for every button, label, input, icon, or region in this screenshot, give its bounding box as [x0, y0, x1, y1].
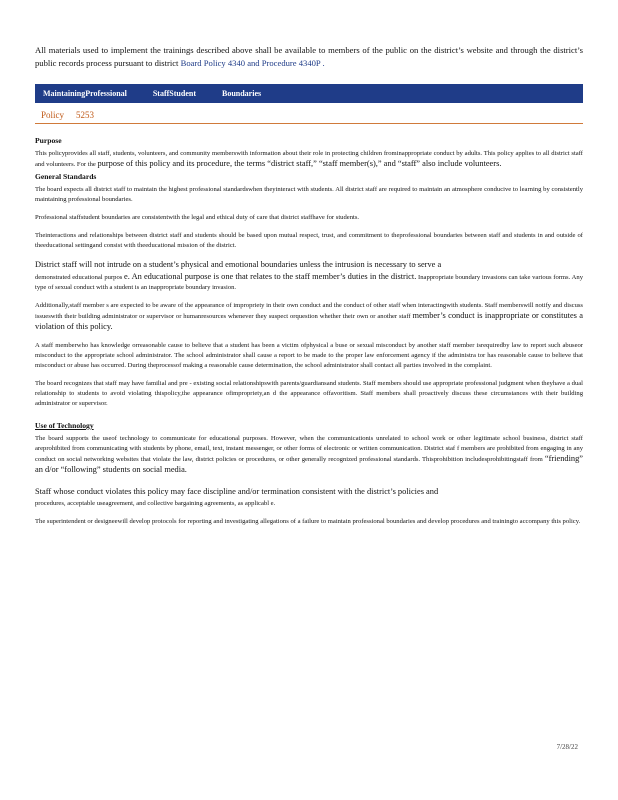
general-paragraph-4-large: e. An educational purpose is one that relates to the staff member’s duties in the district. — [124, 272, 417, 281]
policy-number-row — [35, 107, 583, 124]
general-paragraph-4-end: Inappropriate boundary invasions can take various forms. Any type of sexual conduct with a student is an inappropriate boundary invasion. — [35, 274, 583, 291]
general-paragraph-5 — [35, 301, 583, 333]
intro-text: All materials used to implement the trainings described above shall be available to members of the public on the district’s website and through the district’s public records process pursuant to district — [35, 45, 583, 68]
closing-paragraph-1: procedures, acceptable useagreement, and collective bargaining agreements, as applicabl e. — [35, 500, 276, 507]
document-page — [35, 44, 583, 535]
technology-paragraph — [35, 434, 583, 476]
general-paragraph-1: The board expects all district staff to maintain the highest professional standardswhen theyinteract with students. All district staff are required to maintain an atmosphere conducive to learning by consistently maintaining professional boundaries. — [35, 186, 583, 203]
general-paragraph-2: Professional staffstudent boundaries are consistentwith the legal and ethical duty of care that district staffhave for students. — [35, 214, 360, 221]
closing-statement: Staff whose conduct violates this policy may face discipline and/or termination consistent with the district’s policies and — [35, 487, 439, 496]
technology-text-large: “friending” an d/or “following” students on social media. — [35, 454, 583, 474]
policy-title-part-2: StaffStudent — [152, 89, 196, 98]
closing-paragraph-2: The superintendent or designeewill develop protocols for reporting and investigating allegations of a failure to maintain professional boundaries and develop procedures and trainingto accompany this policy. — [35, 518, 581, 525]
purpose-text: This policyprovides all staff, students, volunteers, and community memberswith information about their role in protecting children frominappropriate conduct by adults. This policy applies to all district staff and volunteers. For the — [35, 150, 583, 168]
general-boundary-statement: District staff will not intrude on a student’s physical and emotional boundaries unless the intrusion is necessary to serve a — [35, 260, 442, 269]
general-paragraph-4 — [35, 272, 583, 293]
technology-text: The board supports the useof technology to communicate for educational purposes. However, when the communicationis unrelated to school work or other legitimate school business, district staff areprohibited from communicating with students by phone, email, text, instant messenger, or other forms of electronic or written communication. District staf f members are prohibited from engaging in any conduct on social networking websites that violate the law, district policies or procedures, or other generally recognized professional standards. Thisprohibition includesprohibitingstaff from — [35, 435, 583, 463]
purpose-text-large: purpose of this policy and its procedure, the terms “district staff,” “staff member(s),” and “staff” also include volunteers. — [97, 159, 502, 168]
intro-paragraph — [35, 44, 583, 70]
footer-date: 7/28/22 — [556, 743, 578, 751]
general-paragraph-4-start: demonstrated educational purpos — [35, 274, 123, 281]
policy-title-part-3: Boundaries — [221, 89, 262, 98]
general-paragraph-3: Theinteractions and relationships between district staff and students should be based upon mutual respect, trust, and commitment to theprofessional boundaries between staff and students in and outside of theeducational settingand consist with theeducational mission of the district. — [35, 232, 583, 249]
policy-number: 5253 — [76, 110, 95, 120]
purpose-heading: Purpose — [35, 136, 62, 145]
technology-heading: Use of Technology — [35, 421, 94, 430]
general-standards-heading: General Standards — [35, 172, 97, 181]
policy-title-bar — [35, 84, 583, 103]
general-paragraph-5-large: member’s conduct is inappropriate or constitutes a violation of this policy. — [35, 311, 583, 331]
general-paragraph-6: A staff memberwho has knowledge orreasonable cause to believe that a student has been a victim ofphysical a buse or sexual misconduct by another staff member isrequiredby law to report such abuseor misconduct to the appropriate school administrator. The school administrator shall cause a report to be made to the proper law enforcement agency if the administra tor has reasonable cause to believe that misconduct or abuse has occurred. During theprocessof making a reasonable cause determination, the school administrator shall contact all parties involved in the complaint. — [35, 342, 583, 369]
policy-reference-link[interactable]: Board Policy 4340 and Procedure 4340P . — [180, 58, 325, 68]
policy-label: Policy — [41, 110, 65, 120]
general-paragraph-7: The board recognizes that staff may have familial and pre - existing social relationshipswith parents/guardiansand students. Staff members should use appropriate professional judgment when theyhave a dual relationship to students to avoid violating thispolicy,the appearance ofimpropriety,an d the appearance offavoritism. Staff members shall proactively discuss these circumstances with their building administrator or supervisor. — [35, 380, 583, 407]
general-paragraph-5-text: Additionally,staff member s are expected to be aware of the appearance of impropriety in their own conduct and the conduct of other staff when interactingwith students. Staff memberswill notify and discuss issueswith their building administrator or supervisor or humanresources whenever they suspect orquestion whether their own or another staff — [35, 302, 583, 320]
policy-title-part-1: MaintainingProfessional — [43, 89, 127, 98]
purpose-paragraph — [35, 149, 583, 170]
